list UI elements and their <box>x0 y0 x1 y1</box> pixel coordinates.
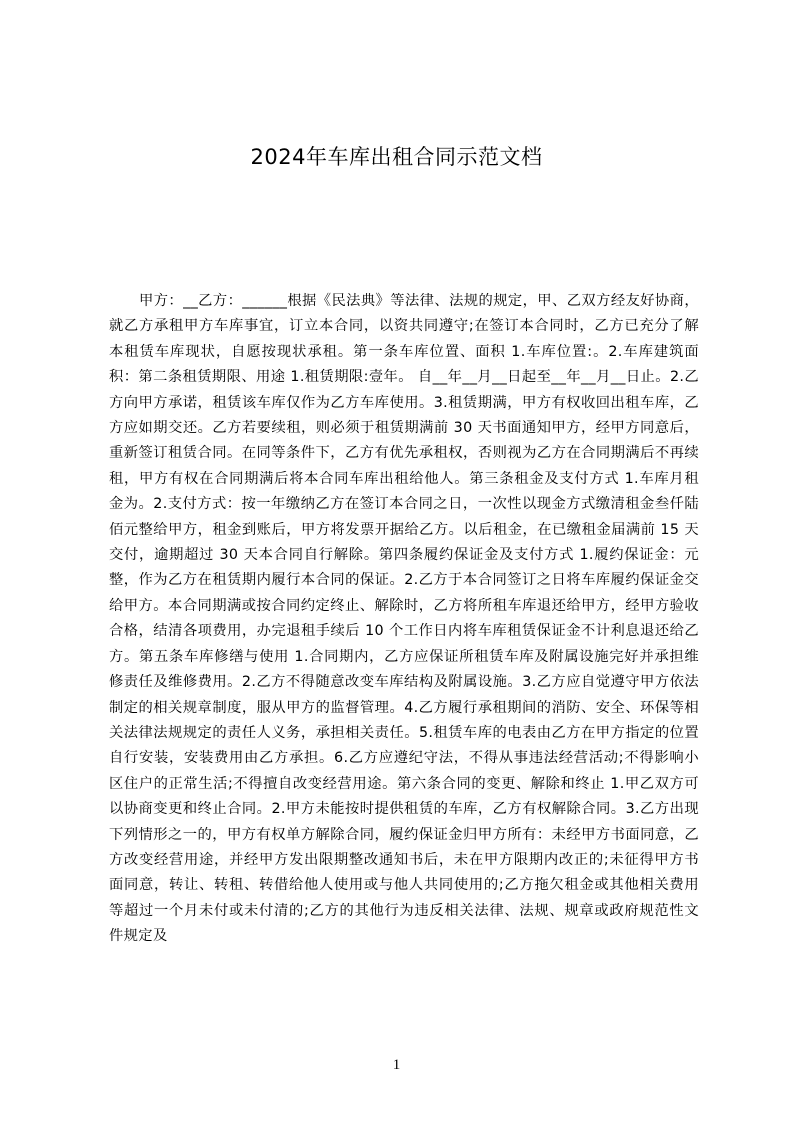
contract-body-text: 甲方：__乙方：______根据《民法典》等法律、法规的规定，甲、乙双方经友好协商，就乙方承租甲方车库事宜，订立本合同，以资共同遵守;在签订本合同时，乙方已充分了解本租赁车库现状，自愿按现状承租。第一条车库位置、面积 1.车库位置:。2.车库建筑面积：第二条租赁期限、用途 1.租赁期限:壹年。 自__年__月__日起至__年__月__日止。2.乙方向甲方承诺，租赁该车库仅作为乙方车库使用。3.租赁期满，甲方有权收回出租车库，乙方应如期交还。乙方若要续租，则必须于租赁期满前 30 天书面通知甲方，经甲方同意后，重新签订租赁合同。在同等条件下，乙方有优先承租权，否则视为乙方在合同期满后不再续租，甲方有权在合同期满后将本合同车库出租给他人。第三条租金及支付方式 1.车库月租金为。2.支付方式：按一年缴纳乙方在签订本合同之日，一次性以现金方式缴清租金叁仟陆佰元整给甲方，租金到账后，甲方将发票开据给乙方。以后租金，在已缴租金届满前 15 天交付，逾期超过 30 天本合同自行解除。第四条履约保证金及支付方式 1.履约保证金：元整，作为乙方在租赁期内履行本合同的保证。2.乙方于本合同签订之日将车库履约保证金交给甲方。本合同期满或按合同约定终止、解除时，乙方将所租车库退还给甲方，经甲方验收合格，结清各项费用，办完退租手续后 10 个工作日内将车库租赁保证金不计利息退还给乙方。第五条车库修缮与使用 1.合同期内，乙方应保证所租赁车库及附属设施完好并承担维修责任及维修费用。2.乙方不得随意改变车库结构及附属设施。3.乙方应自觉遵守甲方依法制定的相关规章制度，服从甲方的监督管理。4.乙方履行承租期间的消防、安全、环保等相关法律法规规定的责任人义务，承担相关责任。5.租赁车库的电表由乙方在甲方指定的位置自行安装，安装费用由乙方承担。6.乙方应遵纪守法，不得从事违法经营活动;不得影响小区住户的正常生活;不得擅自改变经营用途。第六条合同的变更、解除和终止 1.甲乙双方可以协商变更和终止合同。2.甲方未能按时提供租赁的车库，乙方有权解除合同。3.乙方出现下列情形之一的，甲方有权单方解除合同，履约保证金归甲方所有：未经甲方书面同意，乙方改变经营用途，并经甲方发出限期整改通知书后，未在甲方限期内改正的;未征得甲方书面同意，转让、转租、转借给他人使用或与他人共同使用的;乙方拖欠租金或其他相关费用等超过一个月未付或未付清的;乙方的其他行为违反相关法律、法规、规章或政府规范性文件规定及 <box>109 293 699 945</box>
page-number: 1 <box>392 1057 401 1073</box>
document-title: 2024年车库出租合同示范文档 <box>250 145 543 169</box>
